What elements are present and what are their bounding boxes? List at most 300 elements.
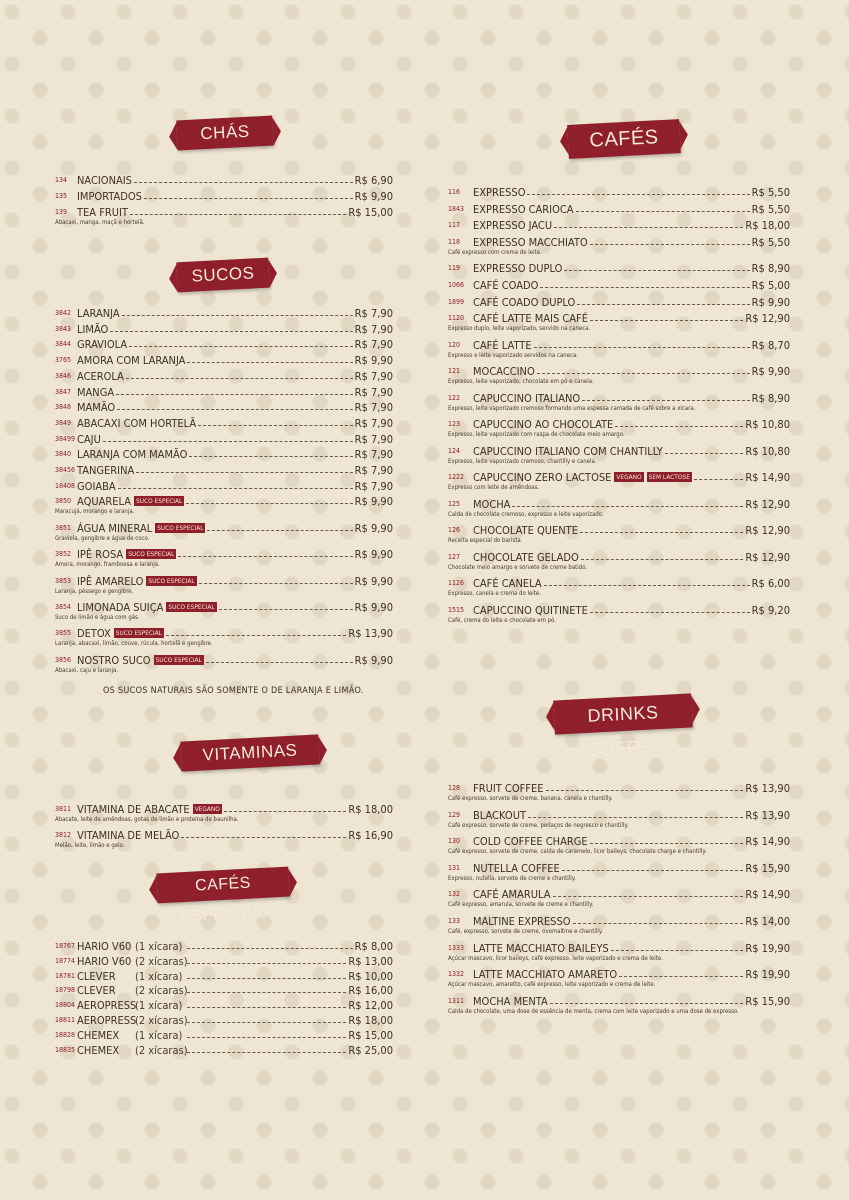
sucos-banner xyxy=(176,258,269,293)
item-name: MAMÃO xyxy=(77,401,116,415)
item-price: R$ 10,80 xyxy=(745,418,790,432)
item-description: Abacate, leite de amêndoas, gotas de limão e proteína de baunilha. xyxy=(55,816,239,823)
item-name: CAPUCCINO ITALIANO COM CHANTILLY xyxy=(473,444,663,458)
item-name: BLACKOUT xyxy=(473,808,527,822)
item-name: AQUARELA xyxy=(77,495,132,509)
item-code: 3854 xyxy=(55,603,72,611)
especiais-item xyxy=(55,1028,393,1042)
dot-leader xyxy=(186,503,352,504)
item-name: CAPUCCINO QUITINETE xyxy=(473,603,588,617)
item-code: 3853 xyxy=(55,576,72,585)
item-name: CAPUCCINO AO CHOCOLATE xyxy=(473,418,614,432)
item-code: 123 xyxy=(448,420,461,429)
sucos-item xyxy=(55,416,393,430)
item-tag-badge: SUCO ESPECIAL xyxy=(128,550,175,559)
dot-leader xyxy=(187,1052,346,1053)
sucos-item xyxy=(55,432,393,446)
item-description: Calda de chocolate, uma dose de essência de menta, crema com leite vaporizado e uma dose de expresso. xyxy=(448,1007,739,1015)
item-price: R$ 7,90 xyxy=(354,385,393,399)
dot-leader xyxy=(130,214,346,215)
item-name: LATTE MACCHIATO BAILEYS xyxy=(473,941,609,955)
item-name: EXPRESSO DUPLO xyxy=(473,262,563,276)
item-price: R$ 12,90 xyxy=(745,550,790,564)
item-tag-badge: SUCO ESPECIAL xyxy=(157,523,204,532)
item-name: FRUIT COFFEE xyxy=(473,782,544,795)
dot-leader xyxy=(540,287,749,288)
item-tag-badge: SEM LACTOSE xyxy=(648,473,690,482)
item-price: R$ 9,90 xyxy=(354,601,393,614)
item-name: IPÊ ROSA xyxy=(77,548,124,562)
item-price: R$ 8,00 xyxy=(354,940,393,953)
item-price: R$ 5,50 xyxy=(751,235,790,249)
item-price: R$ 5,50 xyxy=(751,202,790,216)
cafes-item xyxy=(448,523,790,537)
item-price: R$ 12,90 xyxy=(745,524,790,538)
dot-leader xyxy=(615,426,743,427)
item-price: R$ 8,90 xyxy=(751,262,790,276)
especiais-title: CAFÉS ESPECIAIS xyxy=(179,874,270,926)
item-name: CAPUCCINO ITALIANO xyxy=(473,391,581,405)
item-price: R$ 12,00 xyxy=(348,999,393,1013)
item-name: MANGA xyxy=(77,385,115,399)
dot-leader xyxy=(512,506,743,507)
especiais-item xyxy=(55,1013,393,1027)
dot-leader xyxy=(166,635,346,636)
item-name: CAFÉ COADO xyxy=(473,278,539,292)
item-price: R$ 9,90 xyxy=(354,190,393,203)
cafes-item xyxy=(448,185,790,199)
item-price: R$ 6,90 xyxy=(354,174,393,187)
item-price: R$ 16,90 xyxy=(348,829,393,842)
dot-leader xyxy=(199,583,353,584)
item-name: EXPRESSO JACU xyxy=(473,219,553,233)
item-code: 3856 xyxy=(55,655,72,664)
item-name: MOCHA MENTA xyxy=(473,994,548,1008)
item-name: CAPUCCINO ZERO LACTOSE xyxy=(473,471,612,485)
item-description: Expresso com leite de amêndoas. xyxy=(448,484,540,492)
item-code: 3847 xyxy=(55,387,72,396)
sucos-item xyxy=(55,547,393,561)
item-price: R$ 7,90 xyxy=(354,464,393,477)
dot-leader xyxy=(187,963,346,964)
dot-leader xyxy=(544,585,750,586)
item-name: DETOX xyxy=(77,627,111,641)
vitaminas-banner xyxy=(180,734,319,771)
item-name: VITAMINA DE MELÃO xyxy=(77,829,180,842)
item-price: R$ 25,00 xyxy=(348,1043,393,1057)
dot-leader xyxy=(550,1003,744,1004)
sucos-item xyxy=(55,479,393,493)
cafes-item xyxy=(448,391,790,405)
dot-leader xyxy=(611,950,744,951)
item-name: CAFÉ COADO DUPLO xyxy=(473,295,576,309)
sucos-item xyxy=(55,353,393,367)
item-description: Laranja, pêssego e gengibre. xyxy=(55,587,134,595)
item-code: 18798 xyxy=(55,986,76,995)
item-name: LIMÃO xyxy=(77,322,109,336)
drinks-item xyxy=(448,808,790,822)
item-name: IMPORTADOS xyxy=(77,190,142,203)
cafes-item xyxy=(448,444,790,458)
item-tag-badge: SUCO ESPECIAL xyxy=(168,603,215,611)
item-description: Café, expresso, sorvete de creme, ovomaltine e chantilly. xyxy=(448,928,603,935)
item-price: R$ 15,00 xyxy=(348,206,393,219)
drinks-title: DRINKS COFFEE xyxy=(586,702,664,760)
item-price: R$ 14,90 xyxy=(745,888,790,902)
item-price: R$ 6,00 xyxy=(751,577,790,591)
item-code: 124 xyxy=(448,446,461,455)
sucos-item xyxy=(55,400,393,414)
item-price: R$ 14,00 xyxy=(745,915,790,928)
item-code: 3765 xyxy=(55,356,72,365)
item-price: R$ 18,00 xyxy=(348,803,393,816)
item-description: Expresso, leite vaporizado, chocolate em pó e canela. xyxy=(448,378,594,386)
item-code: 118 xyxy=(448,237,461,246)
item-name: LARANJA COM MAMÃO xyxy=(77,448,188,462)
dot-leader xyxy=(187,978,346,979)
drinks-item xyxy=(448,914,790,928)
item-code: 3846 xyxy=(55,371,72,380)
dot-leader xyxy=(117,409,352,410)
item-name: NUTELLA COFFEE xyxy=(473,861,560,875)
item-name: EXPRESSO CARIOCA xyxy=(473,202,574,216)
item-tag-badge: VEGANO xyxy=(194,805,220,813)
item-code: 131 xyxy=(448,863,461,872)
item-price: R$ 9,90 xyxy=(354,574,393,588)
item-name: CHOCOLATE QUENTE xyxy=(473,524,578,538)
item-description: Café expresso com crema de leite. xyxy=(448,248,542,256)
cafes-item xyxy=(448,550,790,564)
item-name: LARANJA xyxy=(77,307,120,320)
dot-leader xyxy=(207,530,352,531)
item-price: R$ 16,00 xyxy=(348,984,393,998)
item-tag-badge: SUCO ESPECIAL xyxy=(155,655,202,664)
cafes-item xyxy=(448,261,790,275)
dot-leader xyxy=(224,811,346,812)
cafes-title: CAFÉS xyxy=(588,126,660,152)
dot-leader xyxy=(590,843,744,844)
cafes-item xyxy=(448,202,790,216)
dot-leader xyxy=(528,817,743,818)
especiais-item xyxy=(55,998,393,1012)
item-code: 1332 xyxy=(448,970,465,979)
item-name: AEROPRESS xyxy=(77,1014,137,1027)
item-code: 3849 xyxy=(55,418,72,427)
cafes-item xyxy=(448,470,790,484)
item-code: 1899 xyxy=(448,297,465,306)
item-code: 134 xyxy=(55,176,68,184)
item-name: NACIONAIS xyxy=(77,174,132,187)
dot-leader xyxy=(534,347,750,348)
dot-leader xyxy=(537,373,750,374)
item-price: R$ 13,90 xyxy=(348,627,393,641)
item-code: 120 xyxy=(448,340,461,349)
item-description: Chocolate meio amargo e sorvete de creme batido. xyxy=(448,563,588,571)
dot-leader xyxy=(178,556,352,557)
item-name: CAFÉ AMARULA xyxy=(473,888,551,902)
item-code: 3850 xyxy=(55,497,72,506)
item-name: TANGERINA xyxy=(77,464,135,477)
item-name: HARIO V60 xyxy=(77,954,132,968)
item-name: CLEVER xyxy=(77,984,116,998)
cafes-item xyxy=(448,603,790,617)
dot-leader xyxy=(590,244,750,245)
sucos-item xyxy=(55,385,393,399)
item-code: 18811 xyxy=(55,1016,76,1024)
item-description: Café expresso, sorvete de creme, banana, canela e chantilly. xyxy=(448,795,613,802)
item-code: 3812 xyxy=(55,831,72,839)
item-code: 119 xyxy=(448,264,461,273)
dot-leader xyxy=(582,400,749,401)
chas-item xyxy=(55,205,393,219)
item-price: R$ 9,90 xyxy=(354,495,393,509)
dot-leader xyxy=(187,362,352,363)
sucos-item xyxy=(55,463,393,477)
item-price: R$ 14,90 xyxy=(745,471,790,485)
item-code: 1333 xyxy=(448,943,465,952)
item-name: CAJU xyxy=(77,432,101,446)
item-code: 3842 xyxy=(55,309,72,317)
dot-leader xyxy=(590,612,750,613)
dot-leader xyxy=(527,194,749,195)
item-description: Café, crema do leite e chocolate em pó. xyxy=(448,616,556,624)
drinks-item xyxy=(448,994,790,1008)
item-code: 117 xyxy=(448,221,461,230)
item-name: EXPRESSO xyxy=(473,186,526,199)
item-code: 116 xyxy=(448,188,461,196)
dot-leader xyxy=(219,609,353,610)
item-code: 133 xyxy=(448,917,461,925)
item-price: R$ 12,90 xyxy=(745,312,790,326)
sucos-item xyxy=(55,653,393,667)
item-name: GRAVIOLA xyxy=(77,338,128,352)
item-name: ÁGUA MINERAL xyxy=(77,521,153,535)
sucos-title: SUCOS xyxy=(191,263,255,286)
item-description: Café expresso, sorvete de creme, pedaços de negresco e chantilly. xyxy=(448,821,629,829)
item-price: R$ 18,00 xyxy=(348,1014,393,1027)
item-description: Açúcar mascavo, licor baileys, café expresso, leite vaporizado e crema de leite. xyxy=(448,954,663,962)
cafes-item xyxy=(448,218,790,232)
item-code: 125 xyxy=(448,499,461,508)
item-size: (1 xícara) xyxy=(135,940,183,953)
item-price: R$ 15,90 xyxy=(745,994,790,1008)
item-price: R$ 5,50 xyxy=(751,186,790,199)
item-name: MOCHA xyxy=(473,497,511,511)
item-tag-badge: SUCO ESPECIAL xyxy=(115,629,163,638)
item-description: Graviola, gengibre e água de coco. xyxy=(55,534,150,542)
item-code: 3840 xyxy=(55,450,72,459)
item-price: R$ 10,00 xyxy=(348,969,393,983)
item-description: Suco de limão e água com gás. xyxy=(55,614,140,621)
item-code: 18767 xyxy=(55,942,76,950)
item-name: AEROPRESS xyxy=(77,999,137,1013)
dot-leader xyxy=(577,304,749,305)
dot-leader xyxy=(580,532,743,533)
item-price: R$ 7,90 xyxy=(354,307,393,320)
dot-leader xyxy=(110,331,352,332)
item-description: Café expresso, amarula, sorvete de creme e chantilly. xyxy=(448,901,594,909)
dot-leader xyxy=(187,948,353,949)
chas-banner xyxy=(176,116,273,151)
item-size: (1 xícara) xyxy=(135,999,183,1013)
item-price: R$ 12,90 xyxy=(745,497,790,511)
item-code: 18828 xyxy=(55,1030,76,1039)
item-description: Expresso duplo, leite vaporizado, servido na caneca. xyxy=(448,325,591,333)
item-code: 139 xyxy=(55,208,68,216)
item-name: NOSTRO SUCO xyxy=(77,653,151,667)
dot-leader xyxy=(553,896,744,897)
item-price: R$ 7,90 xyxy=(354,416,393,430)
item-code: 126 xyxy=(448,526,461,535)
item-price: R$ 9,90 xyxy=(751,295,790,309)
dot-leader xyxy=(573,923,744,924)
item-price: R$ 8,70 xyxy=(751,338,790,352)
item-description: Melão, leite, limão e gelo. xyxy=(55,842,125,849)
item-code: 129 xyxy=(448,810,461,819)
item-code: 132 xyxy=(448,890,461,899)
item-name: CHEMEX xyxy=(77,1043,120,1057)
item-description: Laranja, abacaxi, limão, couve, rúcula, hortelã e gengibre. xyxy=(55,640,213,648)
item-code: 3811 xyxy=(55,805,72,813)
dot-leader xyxy=(118,488,353,489)
dot-leader xyxy=(665,453,744,454)
item-price: R$ 9,90 xyxy=(751,365,790,379)
dot-leader xyxy=(694,479,743,480)
item-description: Expresso e leite vaporizado servidos na caneca. xyxy=(448,351,578,359)
cafes-item xyxy=(448,295,790,309)
item-tag-badge: VEGANO xyxy=(616,473,642,482)
drinks-item xyxy=(448,967,790,981)
cafes-item xyxy=(448,311,790,325)
cafes-item xyxy=(448,497,790,511)
item-code: 3848 xyxy=(55,403,72,412)
sucos-item xyxy=(55,574,393,588)
item-code: 1066 xyxy=(448,280,465,289)
item-name: AMORA COM LARANJA xyxy=(77,354,186,368)
cafes-banner xyxy=(567,119,681,159)
dot-leader xyxy=(122,315,353,316)
item-description: Abacaxi, caju e laranja. xyxy=(55,666,119,674)
item-size: (2 xícaras) xyxy=(135,954,188,968)
dot-leader xyxy=(181,837,346,838)
item-price: R$ 15,00 xyxy=(348,1028,393,1042)
drinks-item xyxy=(448,941,790,955)
item-name: CAFÉ CANELA xyxy=(473,577,542,591)
item-code: 18835 xyxy=(55,1045,76,1054)
dot-leader xyxy=(619,976,743,977)
item-price: R$ 13,90 xyxy=(745,808,790,822)
item-code: 18804 xyxy=(55,1001,76,1010)
item-size: (1 xícara) xyxy=(135,969,183,983)
especiais-item xyxy=(55,939,393,953)
dot-leader xyxy=(129,346,352,347)
item-code: 127 xyxy=(448,552,461,561)
item-description: Expresso, leite vaporizado cremoso, chantilly e canela. xyxy=(448,457,597,465)
sucos-item xyxy=(55,600,393,614)
item-description: Expresso, canela e crema do leite. xyxy=(448,590,541,598)
item-code: 3855 xyxy=(55,629,72,638)
sucos-note: OS SUCOS NATURAIS SÃO SOMENTE O DE LARANJA E LIMÃO. xyxy=(103,686,364,696)
especiais-item xyxy=(55,1043,393,1057)
item-description: Expresso, leite vaporizado cremoso formando uma espessa camada de café sobre a xícara. xyxy=(448,404,696,412)
sucos-item xyxy=(55,369,393,383)
item-code: 1120 xyxy=(448,314,465,323)
item-price: R$ 18,00 xyxy=(745,219,790,233)
item-description: Expresso, nutella, sorvete de creme e chantilly. xyxy=(448,874,576,882)
cafes-item xyxy=(448,364,790,378)
item-code: 1311 xyxy=(448,996,465,1005)
item-code: 1843 xyxy=(448,204,465,213)
drinks-banner xyxy=(553,693,693,760)
dot-leader xyxy=(564,270,749,271)
especiais-item xyxy=(55,954,393,968)
sucos-item xyxy=(55,306,393,320)
item-price: R$ 7,90 xyxy=(354,448,393,462)
item-code: 38499 xyxy=(55,434,76,443)
drinks-item xyxy=(448,861,790,875)
item-name: VITAMINA DE ABACATE xyxy=(77,803,190,816)
item-price: R$ 13,00 xyxy=(348,954,393,968)
item-price: R$ 7,90 xyxy=(354,479,393,493)
item-name: MOCACCINO xyxy=(473,365,535,379)
sucos-item xyxy=(55,626,393,640)
dot-leader xyxy=(206,662,353,663)
cafes-item xyxy=(448,278,790,292)
item-price: R$ 7,90 xyxy=(354,338,393,352)
dot-leader xyxy=(189,456,352,457)
item-price: R$ 15,90 xyxy=(745,861,790,875)
item-name: CAFÉ LATTE xyxy=(473,338,532,352)
dot-leader xyxy=(576,211,750,212)
item-size: (2 xícaras) xyxy=(135,1043,188,1057)
item-tag-badge: SUCO ESPECIAL xyxy=(136,497,183,506)
item-code: 128 xyxy=(448,784,461,792)
item-name: LIMONADA SUIÇA xyxy=(77,601,164,614)
item-price: R$ 7,90 xyxy=(354,369,393,383)
item-description: Café expresso, sorvete de creme, calda de caramelo, licor baileys, chocolate charge e chantilly. xyxy=(448,848,707,856)
vitaminas-item xyxy=(55,828,393,842)
item-description: Abacaxi, manga, maçã e hortelã. xyxy=(55,219,145,226)
item-code: 18781 xyxy=(55,971,76,980)
item-size: (1 xícara) xyxy=(135,1028,183,1042)
dot-leader xyxy=(590,320,743,321)
item-name: CHEMEX xyxy=(77,1028,120,1042)
sucos-item xyxy=(55,447,393,461)
item-price: R$ 9,20 xyxy=(751,603,790,617)
dot-leader xyxy=(187,1022,346,1023)
item-name: CHOCOLATE GELADO xyxy=(473,550,579,564)
item-description: Maracujá, morango e laranja. xyxy=(55,508,135,516)
vitaminas-title: VITAMINAS xyxy=(202,740,298,765)
dot-leader xyxy=(134,182,353,183)
item-tag-badge: SUCO ESPECIAL xyxy=(148,576,195,585)
item-code: 38456 xyxy=(55,466,76,474)
item-code: 1222 xyxy=(448,473,465,482)
item-size: (2 xícaras) xyxy=(135,1014,188,1027)
item-size: (2 xícaras) xyxy=(135,984,188,998)
cafes-item xyxy=(448,417,790,431)
item-price: R$ 13,90 xyxy=(745,782,790,795)
item-code: 1126 xyxy=(448,579,465,588)
item-price: R$ 7,90 xyxy=(354,322,393,336)
dot-leader xyxy=(126,378,353,379)
item-price: R$ 9,90 xyxy=(354,653,393,667)
item-price: R$ 9,90 xyxy=(354,548,393,562)
dot-leader xyxy=(187,992,346,993)
especiais-banner xyxy=(156,867,289,926)
especiais-item xyxy=(55,969,393,983)
item-description: Receita especial do barista. xyxy=(448,537,523,545)
